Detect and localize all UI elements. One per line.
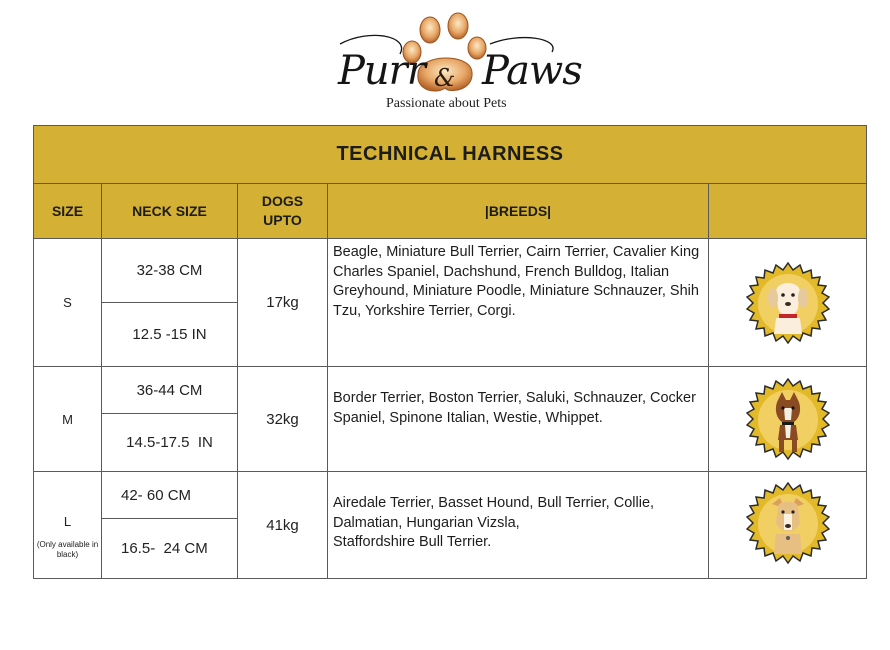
weight-l: 41kg (237, 471, 328, 579)
brand-name-left: Purr (338, 48, 425, 94)
weight-s: 17kg (237, 238, 328, 367)
neck-in-m: 14.5-17.5 IN (101, 413, 238, 472)
large-dog-portrait-icon (746, 482, 830, 566)
size-cell-s: S (33, 238, 102, 367)
image-cell-s (708, 238, 867, 367)
size-cell-l (33, 471, 102, 579)
brand-logo (330, 8, 580, 116)
header-neck-size: NECK SIZE (101, 183, 238, 239)
neck-cm-l: 42- 60 CM (101, 471, 238, 519)
neck-in-s: 12.5 -15 IN (101, 302, 238, 367)
size-cell-m: M (33, 366, 102, 472)
availability-note: (Only available in black) (36, 540, 99, 559)
medium-dog-portrait-icon (746, 378, 830, 462)
brand-name-right: Paws (482, 48, 582, 94)
table-title: TECHNICAL HARNESS (33, 125, 867, 184)
image-cell-m (708, 366, 867, 472)
header-image (708, 183, 867, 239)
neck-cm-m: 36-44 CM (101, 366, 238, 414)
header-size: SIZE (33, 183, 102, 239)
header-breeds: |BREEDS| (327, 183, 709, 239)
breeds-l: Airedale Terrier, Basset Hound, Bull Terrier, Collie, Dalmatian, Hungarian Vizsla, Staffordshire Bull Terrier. (327, 471, 709, 579)
breeds-m: Border Terrier, Boston Terrier, Saluki, Schnauzer, Cocker Spaniel, Spinone Italian, Westie, Whippet. (327, 366, 709, 472)
header-dogs-upto: DOGS UPTO (237, 183, 328, 239)
neck-cm-s: 32-38 CM (101, 238, 238, 303)
brand-tagline: Passionate about Pets (386, 96, 507, 111)
image-cell-l (708, 471, 867, 579)
weight-m: 32kg (237, 366, 328, 472)
brand-ampersand: & (434, 64, 456, 92)
size-label-l: L (63, 514, 72, 529)
breeds-s: Beagle, Miniature Bull Terrier, Cairn Terrier, Cavalier King Charles Spaniel, Dachshund, French Bulldog, Italian Greyhound, Miniature Poodle, Miniature Schnauzer, Shih Tzu, Yorkshire Terrier, Corgi. (327, 238, 709, 367)
small-dog-portrait-icon (746, 262, 830, 346)
size-chart-table (33, 125, 867, 579)
neck-in-l: 16.5- 24 CM (101, 518, 238, 579)
